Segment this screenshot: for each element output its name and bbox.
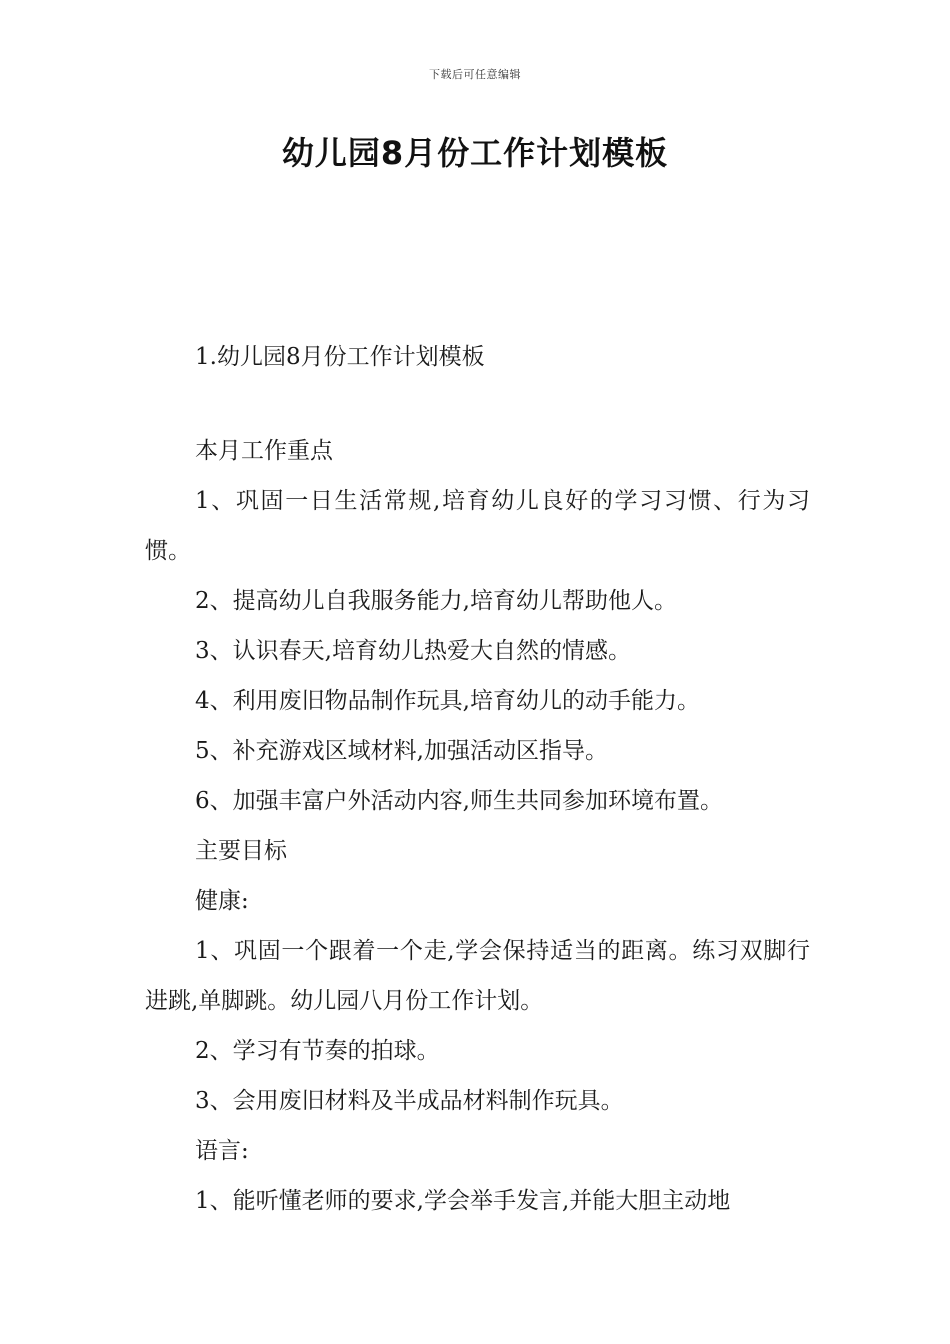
section-heading: 1.幼儿园8月份工作计划模板 [195,344,485,370]
health-item: 1、巩固一个跟着一个走,学会保持适当的距离。练习双脚行进跳,单脚跳。幼儿园八月份工作计划。 [145,938,810,1014]
focus-item: 2、提高幼儿自我服务能力,培育幼儿帮助他人。 [195,588,677,614]
health-heading: 健康: [195,888,249,914]
spacer [145,382,810,426]
document-title: 幼儿园8月份工作计划模板 [281,134,669,172]
focus-item: 1、巩固一日生活常规,培育幼儿良好的学习习惯、行为习惯。 [145,488,810,564]
document-body [145,332,810,1226]
language-heading: 语言: [195,1138,249,1164]
focus-item: 4、利用废旧物品制作玩具,培育幼儿的动手能力。 [195,688,700,714]
focus-item: 5、补充游戏区域材料,加强活动区指导。 [195,738,608,764]
focus-item: 3、认识春天,培育幼儿热爱大自然的情感。 [195,638,631,664]
goals-heading: 主要目标 [195,838,287,864]
header-note: 下载后可任意编辑 [429,68,521,81]
focus-heading: 本月工作重点 [195,438,333,464]
health-item: 3、会用废旧材料及半成品材料制作玩具。 [195,1088,624,1114]
focus-item: 6、加强丰富户外活动内容,师生共同参加环境布置。 [195,788,723,814]
health-item: 2、学习有节奏的拍球。 [195,1038,440,1064]
language-item: 1、能听懂老师的要求,学会举手发言,并能大胆主动地 [195,1188,731,1214]
